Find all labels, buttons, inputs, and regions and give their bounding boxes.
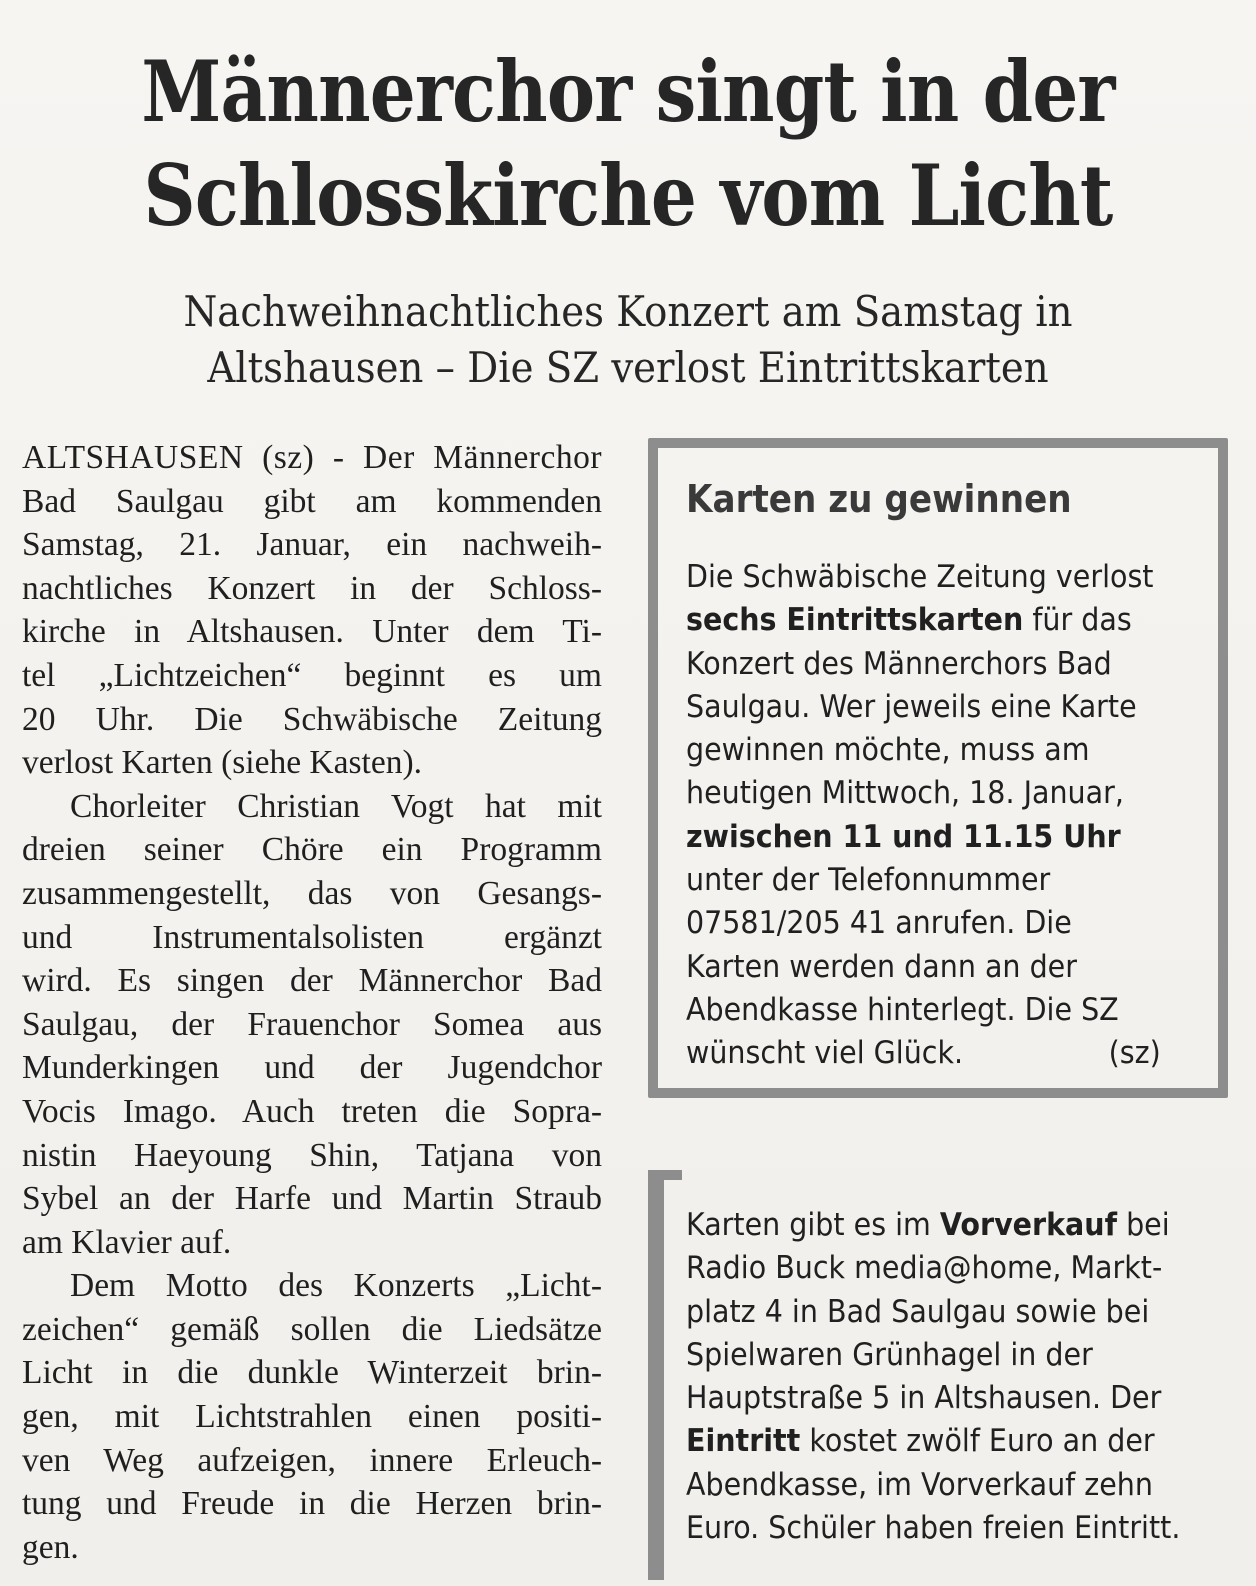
info-box-line: [686, 1032, 1164, 1075]
article-line: tel „Lichtzeichen“ beginnt es um: [22, 656, 602, 694]
article-line: tung und Freude in die Herzen brin-: [22, 1485, 602, 1523]
info-box-text-span: für das: [1023, 602, 1132, 639]
presale-box-bar-tab: [648, 1170, 682, 1180]
article-line: 20 Uhr. Die Schwäbische Zeitung: [22, 700, 602, 738]
article-line: nachtliches Konzert in der Schloss-: [22, 569, 602, 607]
headline-line-2: Schlosskirche vom Licht: [143, 146, 1113, 245]
presale-line: Radio Buck media@home, Markt-: [686, 1250, 1163, 1287]
presale-text-span: kostet zwölf Euro an der: [800, 1423, 1155, 1460]
bold-text: sechs Eintrittskarten: [686, 602, 1024, 639]
info-box-title: Karten zu gewinnen: [686, 477, 1072, 521]
article-line: am Klavier auf.: [22, 1223, 232, 1261]
info-box-line: Konzert des Männerchors Bad: [686, 645, 1112, 682]
article-line: Chorleiter Christian Vogt hat mit: [70, 787, 602, 825]
info-box-line: Die Schwäbische Zeitung verlost: [686, 559, 1154, 595]
presale-text-span: Karten gibt es im: [686, 1207, 940, 1243]
info-box-line: gewinnen möchte, muss am: [686, 732, 1090, 769]
presale-line: Hauptstraße 5 in Altshausen. Der: [686, 1380, 1162, 1417]
subheadline-line-2: Altshausen – Die SZ verlost Eintrittskarten: [207, 343, 1049, 392]
info-box-line: heutigen Mittwoch, 18. Januar,: [686, 775, 1124, 812]
info-box-text-span: wünscht viel Glück.: [686, 1035, 964, 1072]
info-box-text: [686, 556, 1206, 1076]
article-body: [22, 436, 602, 1569]
article-line: Sybel an der Harfe und Martin Straub: [22, 1180, 602, 1218]
paragraph-2: [22, 785, 602, 1265]
info-box-line: Saulgau. Wer jeweils eine Karte: [686, 688, 1137, 725]
info-box-line: unter der Telefonnummer: [686, 862, 1051, 899]
presale-line: Euro. Schüler haben freien Eintritt.: [686, 1510, 1181, 1547]
article-line: Samstag, 21. Januar, ein nachweih-: [22, 526, 602, 564]
article-line: dreien seiner Chöre ein Programm: [22, 831, 602, 869]
article-line: nistin Haeyoung Shin, Tatjana von: [22, 1136, 602, 1174]
presale-box-bar: [648, 1170, 664, 1580]
article-line: ALTSHAUSEN (sz) - Der Männerchor: [22, 439, 602, 476]
info-box-line: [686, 599, 1164, 642]
article-line: gen.: [22, 1528, 79, 1566]
article-line: Dem Motto des Konzerts „Licht-: [70, 1267, 602, 1305]
presale-line: Abendkasse, im Vorverkauf zehn: [686, 1466, 1153, 1503]
article-line: Bad Saulgau gibt am kommenden: [22, 482, 602, 520]
subheadline: [50, 284, 1206, 396]
article-line: Munderkingen und der Jugendchor: [22, 1049, 602, 1087]
info-box-line: Abendkasse hinterlegt. Die SZ: [686, 991, 1119, 1028]
bold-text: Vorverkauf: [939, 1207, 1118, 1243]
paragraph-3: [22, 1264, 602, 1569]
author-signature: (sz): [1108, 1035, 1161, 1072]
article-line: Vocis Imago. Auch treten die Sopra-: [22, 1092, 602, 1130]
article-line: und Instrumentalsolisten ergänzt: [22, 918, 602, 956]
article-line: verlost Karten (siehe Kasten).: [22, 744, 422, 782]
bold-text: Eintritt: [686, 1423, 801, 1460]
presale-line: platz 4 in Bad Saulgau sowie bei: [686, 1293, 1150, 1330]
article-line: kirche in Altshausen. Unter dem Ti-: [22, 613, 602, 651]
bold-text: zwischen 11 und 11.15 Uhr: [686, 818, 1121, 855]
presale-text-span: bei: [1117, 1207, 1170, 1243]
article-line: Saulgau, der Frauenchor Somea aus: [22, 1005, 602, 1043]
subheadline-line-1: Nachweihnachtliches Konzert am Samstag in: [183, 287, 1073, 336]
headline-line-1: Männerchor singt in der: [141, 42, 1115, 141]
presale-line: [686, 1204, 1170, 1247]
info-box-line: Karten werden dann an der: [686, 948, 1077, 985]
article-line: zeichen“ gemäß sollen die Liedsätze: [22, 1310, 602, 1348]
article-line: gen, mit Lichtstrahlen einen positi-: [22, 1398, 602, 1436]
presale-box-text: [686, 1204, 1206, 1550]
info-box-line: 07581/205 41 anrufen. Die: [686, 905, 1072, 942]
headline: [88, 40, 1168, 248]
info-box-line: [686, 816, 1164, 859]
article-line: ven Weg aufzeigen, innere Erleuch-: [22, 1441, 602, 1479]
article-line: wird. Es singen der Männerchor Bad: [22, 962, 602, 1000]
presale-line: Spielwaren Grünhagel in der: [686, 1336, 1093, 1373]
presale-line: [686, 1420, 1164, 1463]
article-line: zusammengestellt, das von Gesangs-: [22, 874, 602, 912]
paragraph-1: [22, 436, 602, 785]
article-line: Licht in die dunkle Winterzeit brin-: [22, 1354, 602, 1392]
